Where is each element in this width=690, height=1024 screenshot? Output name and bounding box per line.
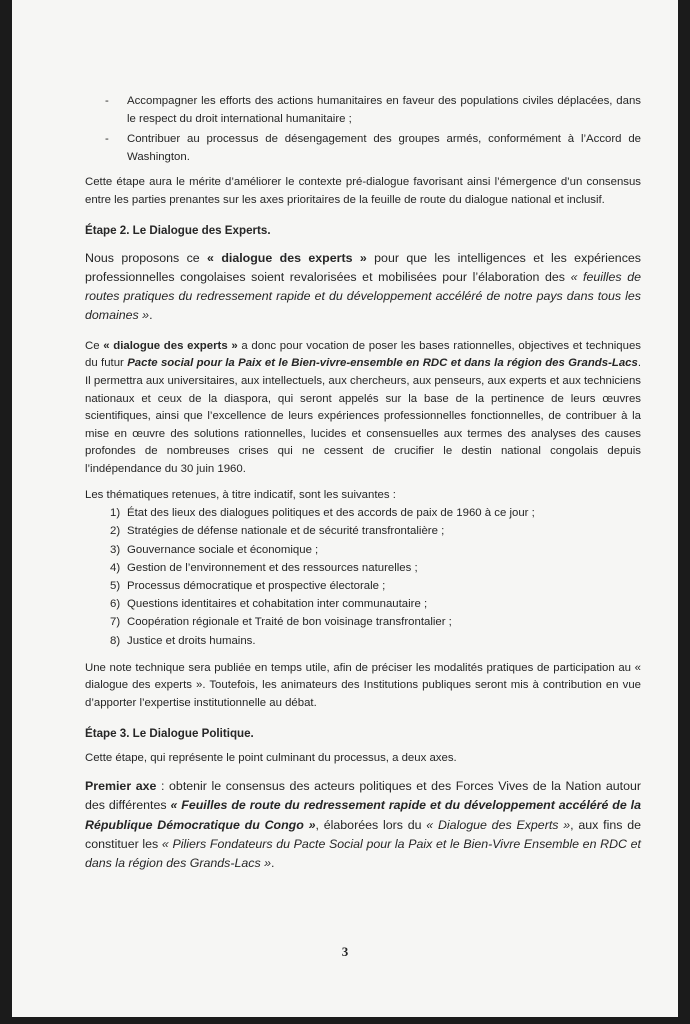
list-item bbox=[85, 131, 641, 166]
list-text: État des lieux des dialogues politiques et des accords de paix de 1960 à ce jour ; bbox=[127, 507, 535, 520]
italic-run: « Dialogue des Experts » bbox=[426, 817, 571, 832]
list-text: Stratégies de défense nationale et de sécurité transfrontalière ; bbox=[127, 525, 445, 538]
text-run: : obtenir le consensus des acteurs politiques et des Forces Vives de la Nation autour des différentes bbox=[85, 779, 641, 813]
list-number: 7) bbox=[110, 616, 121, 629]
themes-list bbox=[85, 504, 641, 650]
text-run: a donc pour vocation de poser les bases rationnelles, objectives et techniques du futur bbox=[85, 339, 642, 370]
text-run: , élaborées lors du bbox=[315, 817, 427, 832]
themes-intro: Les thématiques retenues, à titre indicatif, sont les suivantes : bbox=[85, 488, 396, 501]
bullet-text: Accompagner les efforts des actions humanitaires en faveur des populations civiles déplacées, dans le respect du droit international humanitaire ; bbox=[127, 95, 641, 125]
page-number: 3 bbox=[341, 944, 349, 959]
list-text: Gouvernance sociale et économique ; bbox=[127, 543, 319, 556]
step2-heading: Étape 2. Le Dialogue des Experts. bbox=[85, 223, 271, 237]
text-run: . bbox=[270, 856, 275, 871]
step2-paragraph-2 bbox=[85, 338, 641, 479]
list-text: Coopération régionale et Traité de bon voisinage transfrontalier ; bbox=[127, 616, 452, 629]
list-text: Processus démocratique et prospective électorale ; bbox=[127, 579, 386, 592]
bold-run: « dialogue des experts » bbox=[103, 339, 238, 352]
bold-italic-run: « Feuilles de route du redressement rapide et du développement accéléré de la République Démocratique du Congo » bbox=[85, 798, 641, 832]
list-number: 4) bbox=[110, 561, 121, 574]
step3-heading: Étape 3. Le Dialogue Politique. bbox=[85, 726, 254, 740]
bold-run: Premier axe bbox=[85, 779, 157, 794]
list-item bbox=[85, 93, 641, 128]
step3-intro: Cette étape, qui représente le point culminant du processus, a deux axes. bbox=[85, 751, 457, 764]
text-run: Ce bbox=[85, 339, 104, 352]
bullet-dash: - bbox=[105, 95, 109, 107]
text-run: pour que les intelligences et les expériences professionnelles congolaises soient revalorisées et mobilisées pour l’élaboration des bbox=[85, 250, 641, 284]
list-number: 2) bbox=[110, 525, 121, 538]
list-item bbox=[85, 541, 641, 559]
italic-run: « Piliers Fondateurs du Pacte Social pour la Paix et le Bien-Vivre Ensemble en RDC et dans la région des Grands-Lacs » bbox=[85, 836, 641, 871]
step3-first-axis bbox=[85, 777, 641, 873]
list-text: Justice et droits humains. bbox=[127, 634, 256, 647]
list-item bbox=[85, 613, 641, 631]
bullet-text: Contribuer au processus de désengagement des groupes armés, conformément à l’Accord de Washington. bbox=[127, 133, 641, 163]
text-run: . Il permettra aux universitaires, aux intellectuels, aux chercheurs, aux penseurs, aux experts et aux techniciens nationaux et ceux de la diaspora, qui seront appelés sur la base de la pertinence de leurs œuvres scientifiques, ainsi que l’excellence de leurs expériences professionnelles fonctionnelles, de contribuer à la mise en œuvre des solutions rationnelles, lucides et consensuelles aux termes des analyses des causes profondes de nombreuses crises qui ne cessent de crucifier le destin national congolais depuis l’indépendance du 30 juin 1960. bbox=[85, 357, 641, 475]
list-number: 8) bbox=[110, 634, 121, 647]
technical-note-paragraph: Une note technique sera publiée en temps utile, afin de préciser les modalités pratiques de participation au « dialogue des experts ». Toutefois, les animateurs des Institutions publiques seront mis à contribution en vue d’apporter l’expertise institutionnelle au débat. bbox=[85, 661, 641, 709]
list-number: 3) bbox=[110, 543, 121, 556]
intro-bullet-list bbox=[85, 93, 641, 166]
italic-run: « feuilles de routes pratiques du redressement rapide et du développement accéléré de notre pays dans tous les domaines » bbox=[85, 269, 641, 323]
text-run: Nous proposons ce bbox=[85, 250, 208, 265]
list-number: 5) bbox=[110, 579, 121, 592]
text-run: . bbox=[149, 308, 153, 323]
list-text: Gestion de l’environnement et des ressources naturelles ; bbox=[127, 561, 418, 574]
list-item bbox=[85, 522, 641, 540]
bold-run: « dialogue des experts » bbox=[207, 250, 367, 265]
list-text: Questions identitaires et cohabitation inter communautaire ; bbox=[127, 598, 428, 611]
document-page bbox=[12, 0, 678, 1017]
list-item bbox=[85, 632, 641, 650]
intro-paragraph: Cette étape aura le mérite d’améliorer le contexte pré-dialogue favorisant ainsi l’émergence d’un consensus entre les parties prenantes sur les axes prioritaires de la feuille de route du dialogue national et inclusif. bbox=[85, 176, 641, 206]
step2-paragraph-1 bbox=[85, 249, 641, 326]
bold-italic-run: Pacte social pour la Paix et le Bien-vivre-ensemble en RDC et dans la région des Grands-Lacs bbox=[127, 357, 638, 370]
list-item bbox=[85, 595, 641, 613]
page-content bbox=[85, 93, 641, 874]
list-number: 6) bbox=[110, 598, 121, 611]
list-number: 1) bbox=[110, 507, 121, 520]
list-item bbox=[85, 504, 641, 522]
text-run: , aux fins de constituer les bbox=[85, 817, 641, 851]
list-item bbox=[85, 559, 641, 577]
list-item bbox=[85, 577, 641, 595]
bullet-dash: - bbox=[105, 133, 109, 146]
